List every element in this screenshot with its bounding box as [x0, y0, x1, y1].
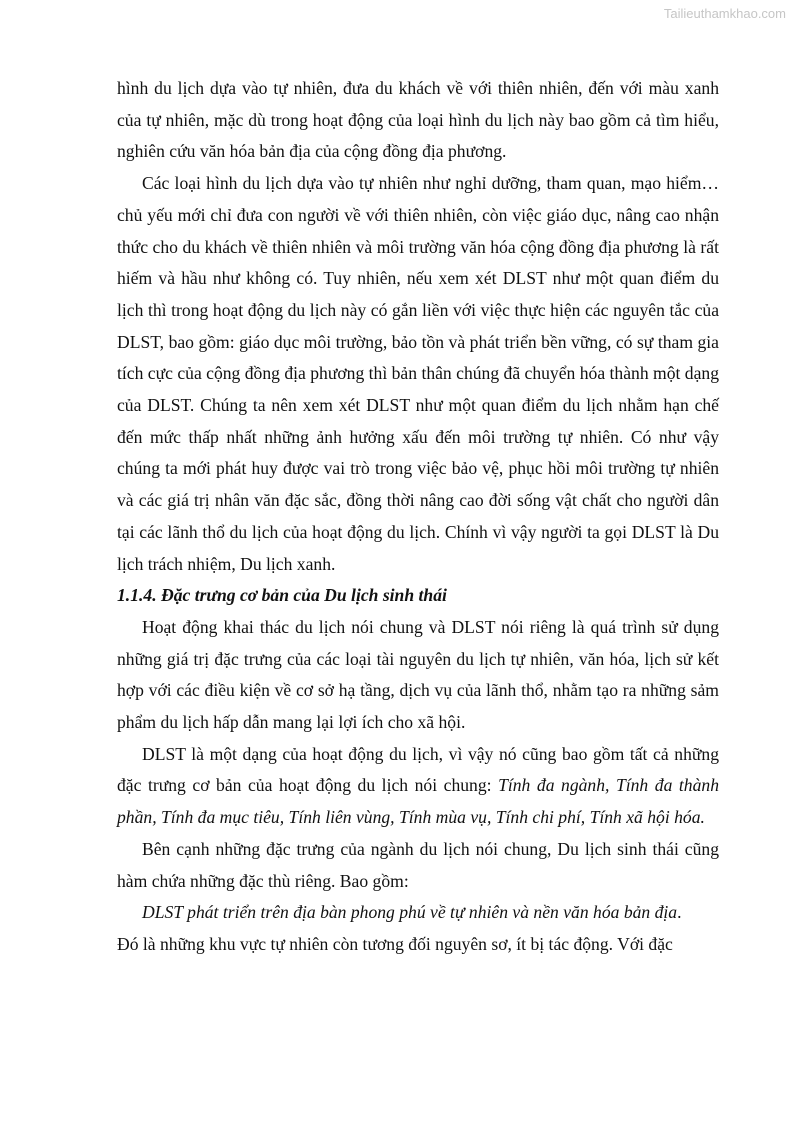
paragraph-general-characteristics	[117, 739, 719, 834]
paragraph-nature-tourism: Các loại hình du lịch dựa vào tự nhiên như nghỉ dưỡng, tham quan, mạo hiểm…chủ yếu mới chỉ đưa con người về với thiên nhiên, còn việc giáo dục, nâng cao nhận thức cho du khách về thiên nhiên và môi trường văn hóa cộng đồng địa phương là rất hiếm và hầu như không có. Tuy nhiên, nếu xem xét DLST như một quan điểm du lịch thì trong hoạt động du lịch này có gắn liền với việc thực hiện các nguyên tắc của DLST, bao gồm: giáo dục môi trường, bảo tồn và phát triển bền vững, có sự tham gia tích cực của cộng đồng địa phương thì bản thân chúng đã chuyển hóa thành một dạng của DLST. Chúng ta nên xem xét DLST như một quan điểm du lịch nhằm hạn chế đến mức thấp nhất những ảnh hưởng xấu đến môi trường tự nhiên. Có như vậy chúng ta mới phát huy được vai trò trong việc bảo vệ, phục hồi môi trường tự nhiên và các giá trị nhân văn đặc sắc, đồng thời nâng cao đời sống vật chất cho người dân tại các lãnh thổ du lịch của hoạt động du lịch. Chính vì vậy người ta gọi DLST là Du lịch trách nhiệm, Du lịch xanh.	[117, 173, 719, 574]
italic-statement: DLST phát triển trên địa bàn phong phú về tự nhiên và nền văn hóa bản địa	[142, 902, 678, 923]
watermark: Tailieuthamkhao.com	[663, 6, 786, 21]
paragraph-ecotourism-area	[117, 897, 719, 929]
document-page	[117, 73, 719, 961]
period: .	[677, 902, 682, 923]
paragraph-specific-characteristics: Bên cạnh những đặc trưng của ngành du lịch nói chung, Du lịch sinh thái cũng hàm chứa những đặc thù riêng. Bao gồm:	[117, 838, 719, 891]
italic-characteristics: Tính đa ngành, Tính đa thành phần, Tính đa mục tiêu, Tính liên vùng, Tính mùa vụ, Tính chi phí, Tính xã hội hóa.	[117, 775, 719, 828]
section-heading: 1.1.4. Đặc trưng cơ bản của Du lịch sinh thái	[117, 585, 447, 606]
paragraph-continuation: hình du lịch dựa vào tự nhiên, đưa du khách về với thiên nhiên, đến với màu xanh của tự nhiên, mặc dù trong hoạt động của loại hình du lịch này bao gồm cả tìm hiểu, nghiên cứu văn hóa bản địa của cộng đồng địa phương.	[117, 78, 719, 162]
paragraph-text: DLST là một dạng của hoạt động du lịch, vì vậy nó cũng bao gồm tất cả những đặc trưng cơ bản của hoạt động du lịch nói chung:	[117, 743, 719, 796]
paragraph-tourism-exploitation: Hoạt động khai thác du lịch nói chung và DLST nói riêng là quá trình sử dụng những giá trị đặc trưng của các loại tài nguyên du lịch tự nhiên, văn hóa, lịch sử kết hợp với các điều kiện về cơ sở hạ tầng, dịch vụ của lãnh thổ, nhằm tạo ra những sảm phẩm du lịch hấp dẫn mang lại lợi ích cho xã hội.	[117, 616, 719, 733]
paragraph-last-line: Đó là những khu vực tự nhiên còn tương đối nguyên sơ, ít bị tác động. Với đặc	[117, 933, 673, 954]
